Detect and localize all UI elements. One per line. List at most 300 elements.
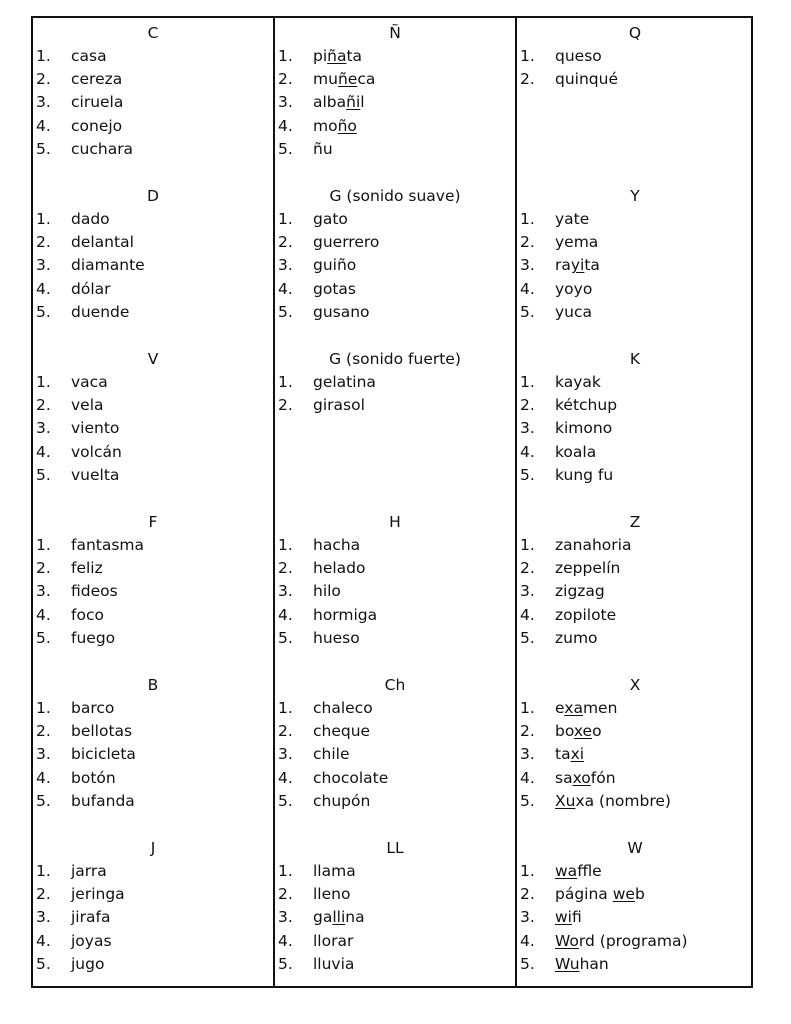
item-number: 5.	[520, 628, 535, 647]
word-segment: yuca	[555, 302, 593, 321]
underlined-syllable: wa	[555, 862, 578, 880]
list-item	[33, 371, 273, 394]
list-item	[33, 231, 273, 254]
item-number: 1.	[278, 373, 293, 391]
item-number: 4.	[278, 768, 293, 787]
word-segment: girasol	[313, 396, 365, 415]
item-word	[555, 767, 616, 790]
section-letter-heading: D	[147, 187, 159, 205]
item-number: 4.	[36, 931, 51, 950]
item-word	[555, 720, 602, 743]
item-word	[313, 68, 375, 91]
section-letter-heading: J	[150, 839, 156, 857]
list-item	[517, 604, 753, 627]
list-item	[33, 254, 273, 277]
item-number: 4.	[520, 279, 535, 298]
item-word	[71, 441, 122, 464]
word-segment: ga	[313, 908, 333, 927]
underlined-syllable: xo	[572, 768, 591, 787]
item-number: 4.	[520, 931, 535, 950]
item-number: 2.	[36, 70, 51, 89]
list-item	[517, 557, 753, 580]
underlined-syllable: xa	[564, 699, 583, 717]
word-segment: e	[555, 699, 565, 717]
word-segment: cheque	[313, 722, 371, 741]
item-word	[313, 371, 376, 394]
word-segment: botón	[71, 768, 116, 787]
word-segment: queso	[555, 47, 602, 65]
item-number: 3.	[520, 745, 535, 764]
section-letter-heading: B	[147, 676, 159, 694]
item-word	[555, 68, 618, 91]
item-number: 5.	[36, 954, 51, 973]
word-segment: fantasma	[71, 536, 145, 554]
word-segment: feliz	[71, 559, 103, 578]
word-segment: ta	[584, 256, 600, 275]
word-segment: ñu	[313, 139, 333, 158]
item-number: 2.	[36, 559, 51, 578]
list-item	[33, 417, 273, 440]
item-word	[71, 906, 110, 929]
item-number: 1.	[520, 536, 535, 554]
list-item	[33, 115, 273, 138]
section-letter-heading: X	[629, 676, 641, 694]
list-item	[275, 883, 515, 906]
item-word	[71, 557, 103, 580]
item-number: 1.	[520, 699, 535, 717]
item-word	[555, 930, 688, 953]
item-word	[71, 604, 104, 627]
list-item	[275, 278, 515, 301]
underlined-syllable: Wu	[555, 954, 580, 973]
word-segment: barco	[71, 699, 115, 717]
item-word	[313, 394, 365, 417]
item-number: 4.	[278, 605, 293, 624]
list-item	[517, 860, 753, 883]
underlined-syllable: Xu	[555, 791, 576, 810]
word-segment: helado	[313, 559, 366, 578]
list-item	[517, 68, 753, 91]
item-number: 5.	[520, 954, 535, 973]
word-segment: lluvia	[313, 954, 355, 973]
list-item	[33, 441, 273, 464]
item-word	[313, 534, 360, 557]
word-segment: llama	[313, 862, 356, 880]
item-word	[555, 604, 616, 627]
word-segment: duende	[71, 302, 130, 321]
list-item	[517, 534, 753, 557]
list-item	[517, 441, 753, 464]
underlined-syllable: ñe	[337, 70, 358, 89]
word-segment: na	[345, 908, 365, 927]
item-number: 4.	[520, 442, 535, 461]
word-segment: mo	[313, 116, 338, 135]
item-number: 3.	[520, 908, 535, 927]
item-word	[71, 394, 104, 417]
word-segment: lleno	[313, 885, 351, 904]
item-number: 3.	[36, 582, 51, 601]
list-item	[33, 720, 273, 743]
word-segment: diamante	[71, 256, 145, 275]
word-segment: fón	[590, 768, 616, 787]
word-segment: ta	[346, 47, 363, 65]
item-word	[555, 278, 592, 301]
item-word	[71, 231, 134, 254]
item-number: 1.	[36, 699, 51, 717]
item-word	[71, 580, 118, 603]
section-letter-heading: Y	[630, 187, 640, 205]
item-number: 1.	[36, 373, 51, 391]
item-word	[555, 906, 582, 929]
item-number: 2.	[520, 396, 535, 415]
list-item	[275, 697, 515, 720]
item-number: 4.	[36, 442, 51, 461]
item-number: 3.	[278, 256, 293, 275]
list-item	[33, 208, 273, 231]
item-word	[555, 883, 645, 906]
item-word	[71, 45, 107, 68]
item-number: 4.	[36, 768, 51, 787]
word-segment: vuelta	[71, 465, 120, 484]
word-segment: mu	[313, 70, 338, 89]
column-2	[275, 18, 515, 986]
item-number: 1.	[36, 47, 51, 65]
section-letter-heading: K	[629, 350, 641, 368]
item-word	[313, 627, 360, 650]
list-item	[275, 743, 515, 766]
word-segment: b	[634, 885, 645, 904]
word-segment: fi	[571, 908, 582, 927]
word-segment: ra	[555, 256, 571, 275]
word-segment: rd (programa)	[578, 931, 688, 950]
item-number: 4.	[36, 279, 51, 298]
list-item	[517, 767, 753, 790]
list-item	[33, 930, 273, 953]
word-segment: kung fu	[555, 465, 614, 484]
word-segment: fideos	[71, 582, 118, 601]
column-3	[517, 18, 753, 986]
word-segment: llorar	[313, 931, 354, 950]
item-number: 1.	[520, 47, 535, 65]
list-item	[275, 394, 515, 417]
item-word	[313, 767, 388, 790]
item-word	[313, 557, 366, 580]
item-number: 1.	[36, 210, 51, 228]
item-word	[313, 906, 365, 929]
word-segment: alba	[313, 93, 347, 112]
item-number: 2.	[36, 233, 51, 252]
list-item	[33, 604, 273, 627]
list-item	[33, 557, 273, 580]
item-word	[71, 767, 116, 790]
item-word	[313, 790, 370, 813]
underlined-syllable: yi	[570, 256, 585, 275]
list-item	[517, 953, 753, 976]
underlined-syllable: xi	[570, 745, 585, 764]
word-segment: hormiga	[313, 605, 378, 624]
word-segment: zeppelín	[555, 559, 621, 578]
list-item	[517, 464, 753, 487]
list-item	[33, 45, 273, 68]
section-letter-heading: Ñ	[389, 24, 401, 42]
item-word	[313, 930, 353, 953]
list-item	[517, 254, 753, 277]
list-item	[517, 883, 753, 906]
item-number: 2.	[278, 70, 293, 89]
list-item	[275, 115, 515, 138]
item-number: 1.	[278, 699, 293, 717]
word-segment: hueso	[313, 628, 360, 647]
item-word	[71, 278, 111, 301]
section-letter-heading: G (sonido suave)	[329, 187, 461, 205]
item-number: 4.	[36, 116, 51, 135]
section-letter-heading: F	[148, 513, 158, 531]
item-word	[71, 883, 125, 906]
item-word	[313, 860, 356, 883]
item-word	[313, 743, 350, 766]
item-number: 3.	[36, 745, 51, 764]
list-item	[275, 371, 515, 394]
item-number: 2.	[520, 70, 535, 89]
word-segment: zanahoria	[555, 536, 632, 554]
list-item	[517, 394, 753, 417]
item-number: 3.	[278, 93, 293, 112]
item-word	[313, 278, 356, 301]
item-number: 5.	[36, 628, 51, 647]
section-letter-heading: V	[147, 350, 159, 368]
item-number: 1.	[36, 862, 51, 880]
list-item	[517, 208, 753, 231]
item-word	[313, 138, 333, 161]
list-item	[517, 301, 753, 324]
word-segment: guiño	[313, 256, 357, 275]
list-item	[275, 534, 515, 557]
item-word	[71, 371, 108, 394]
column-1	[33, 18, 273, 986]
word-list-sheet	[31, 16, 753, 988]
list-item	[33, 883, 273, 906]
item-word	[555, 441, 596, 464]
list-item	[33, 743, 273, 766]
list-item	[275, 953, 515, 976]
item-word	[313, 883, 350, 906]
list-item	[33, 580, 273, 603]
word-segment: delantal	[71, 233, 134, 252]
list-item	[517, 231, 753, 254]
underlined-syllable: ño	[337, 116, 357, 135]
list-item	[517, 45, 753, 68]
word-segment: jarra	[71, 862, 107, 880]
word-segment: dado	[71, 210, 110, 228]
word-segment: vela	[71, 396, 104, 415]
word-segment: volcán	[71, 442, 122, 461]
list-item	[275, 91, 515, 114]
item-number: 3.	[36, 256, 51, 275]
item-word	[555, 208, 589, 231]
item-word	[313, 953, 354, 976]
item-number: 4.	[278, 931, 293, 950]
list-item	[275, 604, 515, 627]
item-number: 4.	[520, 605, 535, 624]
item-word	[313, 580, 341, 603]
item-number: 5.	[278, 628, 293, 647]
word-segment: bicicleta	[71, 745, 136, 764]
item-number: 1.	[36, 536, 51, 554]
item-word	[313, 115, 357, 138]
item-word	[313, 231, 379, 254]
list-item	[33, 464, 273, 487]
item-number: 5.	[36, 465, 51, 484]
list-item	[33, 627, 273, 650]
list-item	[33, 278, 273, 301]
item-number: 1.	[278, 862, 293, 880]
word-segment: bufanda	[71, 791, 135, 810]
item-number: 4.	[520, 768, 535, 787]
list-item	[275, 860, 515, 883]
item-word	[555, 534, 631, 557]
item-number: 2.	[278, 722, 293, 741]
item-word	[71, 534, 144, 557]
list-item	[517, 278, 753, 301]
item-number: 3.	[36, 419, 51, 438]
list-item	[33, 138, 273, 161]
item-word	[555, 580, 605, 603]
item-word	[313, 301, 370, 324]
word-segment: pi	[313, 47, 328, 65]
word-segment: bo	[555, 722, 574, 741]
word-segment: chile	[313, 745, 350, 764]
list-item	[275, 557, 515, 580]
list-item	[517, 743, 753, 766]
list-item	[517, 580, 753, 603]
word-segment: han	[579, 954, 609, 973]
item-number: 1.	[520, 373, 535, 391]
item-number: 3.	[278, 745, 293, 764]
list-item	[33, 68, 273, 91]
item-word	[71, 68, 122, 91]
item-word	[71, 790, 135, 813]
word-segment: men	[582, 699, 618, 717]
section-letter-heading: LL	[386, 839, 404, 857]
item-word	[71, 860, 107, 883]
item-number: 2.	[278, 885, 293, 904]
section-letter-heading: Ch	[384, 676, 406, 694]
word-segment: cereza	[71, 70, 123, 89]
item-word	[71, 254, 145, 277]
item-word	[313, 208, 348, 231]
item-number: 2.	[520, 722, 535, 741]
list-item	[517, 720, 753, 743]
item-number: 1.	[520, 210, 535, 228]
list-item	[517, 627, 753, 650]
item-word	[71, 115, 122, 138]
list-item	[275, 790, 515, 813]
item-number: 2.	[520, 885, 535, 904]
word-segment: chocolate	[313, 768, 389, 787]
item-number: 5.	[520, 302, 535, 321]
item-number: 5.	[36, 791, 51, 810]
item-word	[313, 91, 365, 114]
underlined-syllable: wi	[555, 908, 572, 927]
item-number: 3.	[278, 582, 293, 601]
item-word	[71, 208, 110, 231]
list-item	[517, 790, 753, 813]
item-word	[313, 697, 373, 720]
section-letter-heading: W	[627, 839, 643, 857]
word-segment: bellotas	[71, 722, 133, 741]
item-number: 1.	[520, 862, 535, 880]
word-segment: xa (nombre)	[575, 791, 671, 810]
item-number: 2.	[520, 233, 535, 252]
word-segment: kayak	[555, 373, 601, 391]
item-word	[555, 627, 598, 650]
item-number: 4.	[278, 279, 293, 298]
item-word	[71, 930, 112, 953]
item-number: 2.	[278, 233, 293, 252]
list-item	[275, 906, 515, 929]
list-item	[275, 208, 515, 231]
item-word	[71, 91, 123, 114]
item-number: 5.	[278, 954, 293, 973]
word-segment: sa	[555, 768, 573, 787]
item-word	[555, 254, 600, 277]
underlined-syllable: lli	[332, 908, 346, 927]
item-number: 2.	[278, 559, 293, 578]
item-number: 2.	[36, 722, 51, 741]
section-letter-heading: C	[147, 24, 159, 42]
item-word	[71, 743, 136, 766]
item-word	[313, 720, 370, 743]
section-letter-heading: G (sonido fuerte)	[329, 350, 461, 368]
item-word	[313, 45, 362, 68]
list-item	[33, 301, 273, 324]
list-item	[33, 697, 273, 720]
item-word	[71, 720, 132, 743]
word-segment: casa	[71, 47, 107, 65]
word-segment: conejo	[71, 116, 123, 135]
list-item	[33, 860, 273, 883]
word-segment: hacha	[313, 536, 361, 554]
item-word	[555, 464, 613, 487]
item-word	[555, 394, 617, 417]
word-segment: ca	[357, 70, 376, 89]
word-segment: yema	[555, 233, 599, 252]
word-segment: vaca	[71, 373, 108, 391]
item-word	[555, 953, 609, 976]
word-segment: guerrero	[313, 233, 380, 252]
item-number: 2.	[36, 396, 51, 415]
list-item	[33, 534, 273, 557]
word-segment: chaleco	[313, 699, 373, 717]
list-item	[275, 138, 515, 161]
item-number: 3.	[520, 582, 535, 601]
word-segment: gotas	[313, 279, 356, 298]
list-item	[33, 91, 273, 114]
word-segment: ciruela	[71, 93, 124, 112]
list-item	[517, 697, 753, 720]
word-segment: jugo	[71, 954, 105, 973]
list-item	[33, 906, 273, 929]
list-item	[33, 790, 273, 813]
list-item	[275, 254, 515, 277]
item-number: 5.	[520, 465, 535, 484]
item-word	[71, 301, 129, 324]
item-number: 5.	[278, 791, 293, 810]
word-segment: quinqué	[555, 70, 618, 89]
item-number: 3.	[36, 908, 51, 927]
word-segment: gusano	[313, 302, 370, 321]
list-item	[275, 301, 515, 324]
